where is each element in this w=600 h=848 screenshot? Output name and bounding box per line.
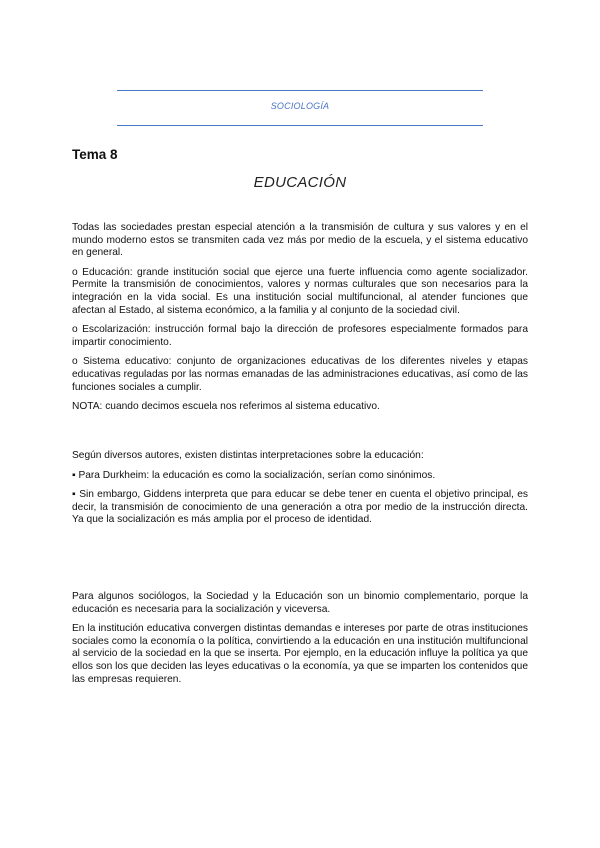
definition-educacion: o Educación: grande institución social que ejerce una fuerte influencia como agente socializador. Permite la transmisión de conocimientos, valores y normas culturales que son necesarios para la integración en la vida social. Es una institución social multifuncional, al atender funciones que afectan al Estado, al sistema económico, a la familia y al conjunto de la sociedad civil.	[72, 266, 528, 316]
definition-sistema-educativo: o Sistema educativo: conjunto de organizaciones educativas de los diferentes niveles y etapas educativas reguladas por las normas emanadas de las administraciones educativas, así como de las funciones sociales a cumplir.	[72, 356, 528, 393]
section-society-education	[72, 591, 528, 693]
bullet-giddens: ▪ Sin embargo, Giddens interpreta que para educar se debe tener en cuenta el objetivo principal, es decir, la transmisión de conocimiento de una generación a otra por medio de la instrucción directa. Ya que la socialización es más amplia por el proceso de identidad.	[72, 489, 528, 526]
header-top-rule	[117, 90, 483, 91]
binomio-paragraph: Para algunos sociólogos, la Sociedad y la Educación son un binomio complementario, porque la educación es necesaria para la socialización y viceversa.	[72, 591, 528, 615]
section-interpretations	[72, 450, 528, 534]
definition-escolarizacion: o Escolarización: instrucción formal bajo la dirección de profesores especialmente formados para impartir conocimiento.	[72, 324, 528, 348]
header-label: SOCIOLOGÍA	[270, 101, 330, 111]
section-definitions	[72, 222, 528, 421]
interpretations-intro: Según diversos autores, existen distintas interpretaciones sobre la educación:	[72, 450, 424, 461]
topic-number: Tema 8	[72, 147, 118, 162]
intro-paragraph: Todas las sociedades prestan especial atención a la transmisión de cultura y sus valores y en el mundo moderno estos se transmiten cada vez más por medio de la escuela, y el sistema educativo en general.	[72, 222, 528, 259]
page-title: EDUCACIÓN	[253, 174, 347, 191]
institution-paragraph: En la institución educativa convergen distintas demandas e intereses por parte de otras instituciones sociales como la economía o la política, convirtiendo a la educación en una institución multifuncional al servicio de la sociedad en la que se inserta. Por ejemplo, en la educación influye la política ya que ellos son los que deciden las leyes educativas o la economía, ya que se imparten los contenidos que las empresas requieren.	[72, 623, 528, 685]
note-paragraph: NOTA: cuando decimos escuela nos referimos al sistema educativo.	[72, 401, 380, 413]
bullet-durkheim: ▪ Para Durkheim: la educación es como la socialización, serían como sinónimos.	[72, 469, 436, 481]
header-bottom-rule	[117, 125, 483, 126]
